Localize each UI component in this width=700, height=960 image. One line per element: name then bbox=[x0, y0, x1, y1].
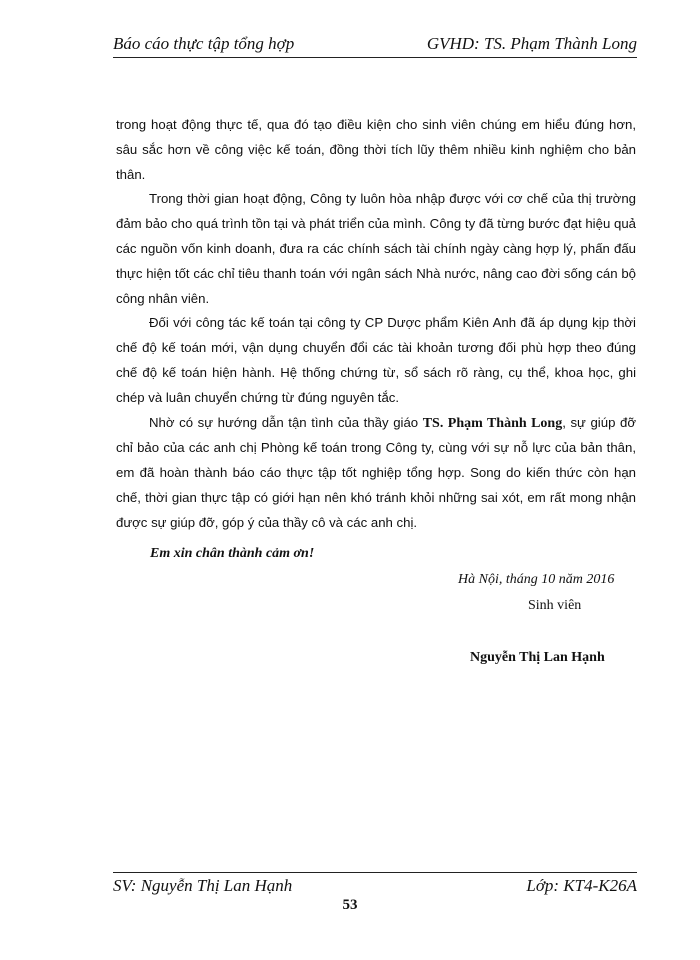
header-report-title: Báo cáo thực tập tổng hợp bbox=[113, 34, 295, 53]
page-header bbox=[113, 33, 637, 57]
paragraph-4-text-after: , sự giúp đỡ chỉ bảo của các anh chị Phòng kế toán trong Công ty, cùng với sự nỗ lực của bản thân, em đã hoàn thành báo cáo thực tập tốt nghiệp tổng hợp. Song do kiến thức còn hạn chế, thời gian thực tập có giới hạn nên khó tránh khỏi những sai xót, em rất mong nhận được sự giúp đỡ, góp ý của thầy cô và các anh chị. bbox=[116, 414, 636, 530]
closing-thanks: Em xin chân thành cảm ơn! bbox=[150, 546, 315, 561]
header-supervisor: GVHD: TS. Phạm Thành Long bbox=[426, 34, 637, 53]
paragraph-2: Trong thời gian hoạt động, Công ty luôn hòa nhập được với cơ chế của thị trường đảm bảo cho quá trình tồn tại và phát triển của mình. Công ty đã từng bước đạt hiệu quả các nguồn vốn kinh doanh, đưa ra các chính sách tài chính ngày càng hợp lý, phấn đấu thực hiện tốt các chỉ tiêu thanh toán với ngân sách Nhà nước, nâng cao đời sống cán bộ công nhân viên. bbox=[116, 191, 636, 306]
signer-name: Nguyễn Thị Lan Hạnh bbox=[470, 650, 605, 665]
body-text bbox=[116, 113, 636, 536]
supervisor-name-bold: TS. Phạm Thành Long bbox=[422, 415, 563, 431]
place-date: Hà Nội, tháng 10 năm 2016 bbox=[458, 572, 615, 587]
paragraph-3: Đối với công tác kế toán tại công ty CP Dược phẩm Kiên Anh đã áp dụng kịp thời chế độ kế toán mới, vận dụng chuyển đổi các tài khoản tương đối phù hợp theo đúng chế độ kế toán hiện hành. Hệ thống chứng từ, sổ sách rõ ràng, cụ thể, khoa học, ghi chép và luân chuyển chứng từ đúng nguyên tắc. bbox=[116, 315, 636, 405]
footer-student: SV: Nguyễn Thị Lan Hạnh bbox=[113, 876, 293, 895]
paragraph-4 bbox=[116, 411, 636, 536]
page-number: 53 bbox=[342, 897, 358, 913]
page-footer bbox=[113, 875, 637, 899]
header-divider bbox=[113, 57, 637, 58]
paragraph-4-text-before: Nhờ có sự hướng dẫn tận tình của thầy giáo bbox=[149, 414, 423, 430]
signer-role: Sinh viên bbox=[528, 598, 582, 613]
footer-class: Lớp: KT4-K26A bbox=[526, 876, 637, 895]
footer-divider bbox=[113, 872, 637, 873]
paragraph-1: trong hoạt động thực tế, qua đó tạo điều kiện cho sinh viên chúng em hiểu đúng hơn, sâu sắc hơn về công việc kế toán, đồng thời tích lũy thêm nhiều kinh nghiệm cho bản thân. bbox=[116, 117, 636, 182]
